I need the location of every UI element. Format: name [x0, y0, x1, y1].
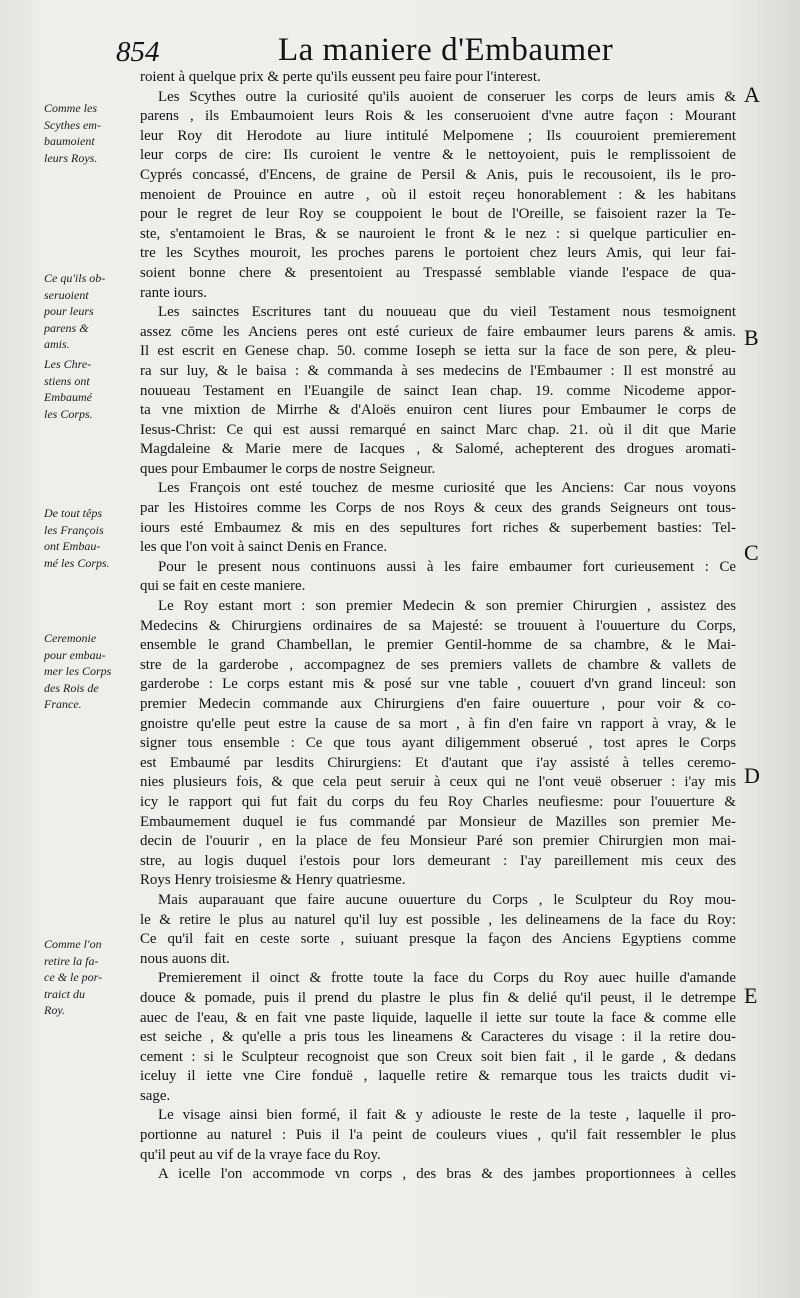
text-line: cement : si le Sculpteur recognoist que son Creux soit bien fait , il le garde , & dedans [140, 1048, 736, 1065]
text-line: decin de l'ouurir , en la place de feu Monsieur Paré son premier Chirurgien mon mai- [140, 833, 736, 850]
body-text [140, 68, 736, 1185]
text-line: A icelle l'on accommode vn corps , des bras & des jambes proportionnees à celles [158, 1166, 736, 1183]
text-line: est seiche , & qu'elle a pris tous les lineamens & Caracteres du visage : il la retire dou- [140, 1029, 736, 1046]
text-line: soient bonne chere & presentoient au Trespassé semblable viande l'espace de qua- [140, 264, 736, 281]
text-line: Les François ont esté touchez de mesme curiosité que les Anciens: Car nous voyons [158, 480, 736, 497]
section-letter-b: B [744, 325, 759, 350]
text-line: ra sur luy, & le baisa : & commanda à ses medecins de l'Embaumer : Il est monstré au [140, 362, 736, 379]
margin-note-line: pour embau- [44, 647, 106, 662]
section-letter-c: C [744, 540, 759, 565]
margin-note-line: leurs Roys. [44, 150, 98, 165]
margin-note-line: seruoient [44, 287, 89, 302]
margin-note-line: amis. [44, 337, 70, 351]
text-line: assez cōme les Anciens peres ont esté curieux de faire embaumer leurs parens & amis. [140, 323, 736, 340]
text-line: stre de la garderobe , accompagnez de ses premiers vallets de chambre & vallets de [140, 656, 736, 673]
text-line: iceluy il iette vne Cire fonduë , laquelle retire & remarque tous les traicts dudit vi- [140, 1068, 736, 1085]
margin-note-line: baumoient [44, 134, 95, 148]
margin-note-line: Scythes em- [44, 117, 101, 132]
margin-note-line: les François [44, 522, 104, 537]
margin-note-parens [44, 270, 124, 353]
margin-note-line: Ceremonie [44, 631, 97, 645]
margin-note-line: parens & [44, 320, 89, 335]
page-number: 854 [116, 36, 160, 68]
margin-note-line: retire la fa- [44, 953, 99, 968]
text-line: signer tous ensemble : Ce que tous ayant diligemment obserué , tost apres le Corps [140, 735, 736, 752]
margin-note-chrestiens [44, 356, 124, 422]
margin-note-line: ce & le por- [44, 970, 103, 984]
margin-note-line: Ce qu'ils ob- [44, 271, 106, 285]
text-line: Roys Henry troisiesme & Henry quatriesme. [140, 872, 406, 889]
text-line: Medecins & Chirurgiens ordinaires de sa Majesté: se trouuent à l'ouuerture du Corps, [140, 617, 736, 634]
text-line: qui se fait en ceste maniere. [140, 578, 306, 595]
text-line: iours esté Embaumez & mis en des sepultures fort riches & superbement basties: Tel- [140, 519, 736, 536]
text-line: leur corps de cire: Ils curoient le ventre & le nettoyoient, puis le remplissoient de [140, 147, 736, 164]
margin-note-line: Embaumé [44, 390, 92, 404]
text-line: par les Histoires comme les Corps de nos Roys & ceux des grands Seigneurs ont tous- [140, 500, 736, 517]
text-line: le & retire le plus au naturel qu'il luy est possible , les delineamens de la face du Roy: [140, 911, 736, 928]
text-line: Mais auparauant que faire aucune ouuerture du Corps , le Sculpteur du Roy mou- [158, 891, 736, 908]
text-line: Les Scythes outre la curiosité qu'ils auoient de conseruer les corps de leurs amis & [158, 88, 736, 105]
text-line: douce & pomade, puis il prend du plastre le plus fin & delié qu'il peust, il le detrempe [140, 989, 736, 1006]
text-line: stre, au logis duquel i'estois pour lors demeurant : I'ay pareillement mis ceux des [140, 852, 736, 869]
text-line: gnoistre qu'elle peut estre la cause de sa mort , à fin d'en faire vn rapport à vray, & le [140, 715, 736, 732]
text-line: Le visage ainsi bien formé, il fait & y adiouste le reste de la teste , laquelle il pro- [158, 1107, 736, 1124]
margin-note-line: Comme les [44, 101, 97, 115]
text-line: qu'il peut au vif de la vraye face du Roy. [140, 1146, 381, 1163]
margin-note-ceremonie [44, 630, 124, 713]
text-line: portionne au naturel : Puis il l'a peint de couleurs viues , qu'il fait ressembler le plus [140, 1127, 736, 1144]
text-line: Ce qu'il fait en ceste sorte , suiuant presque la façon des Anciens Egyptiens comme [140, 931, 736, 948]
margin-note-portraict [44, 936, 124, 1019]
text-line: ques pour Embaumer le corps de nostre Seigneur. [140, 460, 436, 477]
text-line: Premierement il oinct & frotte toute la face du Corps du Roy auec huille d'amande [158, 970, 736, 987]
margin-note-line: Comme l'on [44, 937, 102, 951]
margin-note-line: De tout têps [44, 506, 102, 520]
margin-note-line: mé les Corps. [44, 555, 110, 570]
text-line: rante iours. [140, 284, 207, 301]
text-line: premier Medecin commande aux Chirurgiens d'en faire ouuerture , pour voir & co- [140, 696, 736, 712]
section-letter-d: D [744, 763, 760, 788]
text-line: les que l'on voit à sainct Denis en France. [140, 539, 388, 556]
running-title: La maniere d'Embaumer [278, 32, 614, 68]
text-line: Iesus-Christ: Ce qui est aussi remarqué en sainct Marc chap. 21. où il dit que Marie [140, 421, 736, 438]
margin-note-line: des Rois de [44, 680, 99, 695]
text-line: parens , ils Embaumoient leurs Rois & les conseruoient d'vne autre façon : Mourant [140, 108, 736, 125]
margin-note-line: les Corps. [44, 406, 93, 421]
text-line: menoient de Prouince en autre , où il estoit reçeu honorablement : & les habitans [140, 186, 736, 203]
text-line: nies plusieurs fois, & que cela peut seruir à ceux qui ne l'ont veuë obseruer : i'ay mis [140, 774, 736, 791]
margin-note-line: mer les Corps [44, 664, 112, 678]
text-line: Il est escrit en Genese chap. 50. comme Ioseph se ietta sur la face de son pere, & pleu- [140, 343, 736, 360]
text-line: ensemble le grand Chambellan, le premier Gentil-homme de sa chambre, & le Mai- [140, 637, 736, 654]
margin-note-line: ont Embau- [44, 539, 101, 553]
text-line: ste, s'entamoient le Bras, & se nauroient le front & le nez : si quelque particulier en- [140, 225, 736, 242]
margin-note-line: Les Chre- [44, 357, 92, 371]
text-line: auec de l'eau, & en fait vne paste liquide, laquelle il iette sur toute la face & comme elle [140, 1009, 736, 1026]
text-line: ta vne mixtion de Mirrhe & d'Aloës enuiron cent liures pour Embaumer le corps de [140, 402, 736, 419]
text-line: icy le rapport qui fut fait du corps du feu Roy Charles neufiesme: pour l'ouuerture & [140, 793, 736, 810]
margin-note-line: traict du [44, 986, 85, 1001]
text-line: Les sainctes Escritures tant du nouueau que du vieil Testament nous tesmoignent [158, 304, 736, 321]
text-line: Embaumement duquel ie fus commandé par Monsieur de Mazilles son premier Me- [140, 813, 736, 830]
text-line: Le Roy estant mort : son premier Medecin & son premier Chirurgien , assistez des [158, 598, 736, 615]
text-line: roient à quelque prix & perte qu'ils eussent peu faire pour l'interest. [140, 69, 541, 85]
margin-note-line: Roy. [44, 1003, 65, 1017]
text-line: sage. [140, 1087, 171, 1104]
text-line: leur Roy dit Herodote au liure intitulé Melpomene ; Ils couuroient premierement [140, 127, 736, 144]
text-line: nouueau Testament en l'Euangile de sainct Iean chap. 19. comme Nicodeme appor- [140, 382, 736, 399]
margin-note-francois [44, 505, 124, 571]
margin-note-line: France. [44, 697, 82, 711]
text-line: est Embaumé par lesdits Chirurgiens: Et d'autant que i'ay assisté à telles ceremo- [140, 754, 736, 771]
text-line: pour le regret de leur Roy se couppoient le bout de l'Oreille, se faisoient razer la Te- [140, 206, 736, 223]
text-line: nous auons dit. [140, 950, 230, 967]
text-line: Magdaleine & Marie mere de Iacques , & Salomé, achepterent des drogues aromati- [140, 441, 736, 458]
text-line: tre les Scythes mouroit, les proches parens le portoient chez leurs Amis, qui leur fai- [140, 245, 736, 262]
text-line: garderobe : Le corps estant mis & posé sur vne table , couuert d'vn grand linceul: son [140, 676, 736, 693]
section-letter-e: E [744, 983, 758, 1008]
margin-note-scythes [44, 100, 124, 166]
text-line: Pour le present nous continuons aussi à les faire embaumer fort curieusement : Ce [158, 558, 736, 575]
text-line: Cyprés concassé, d'Encens, de graine de Persil & Anis, puis le recousoient, ils le pro- [140, 166, 736, 183]
section-letter-a: A [744, 82, 760, 107]
margin-note-line: pour leurs [44, 304, 94, 318]
margin-note-line: stiens ont [44, 373, 90, 388]
